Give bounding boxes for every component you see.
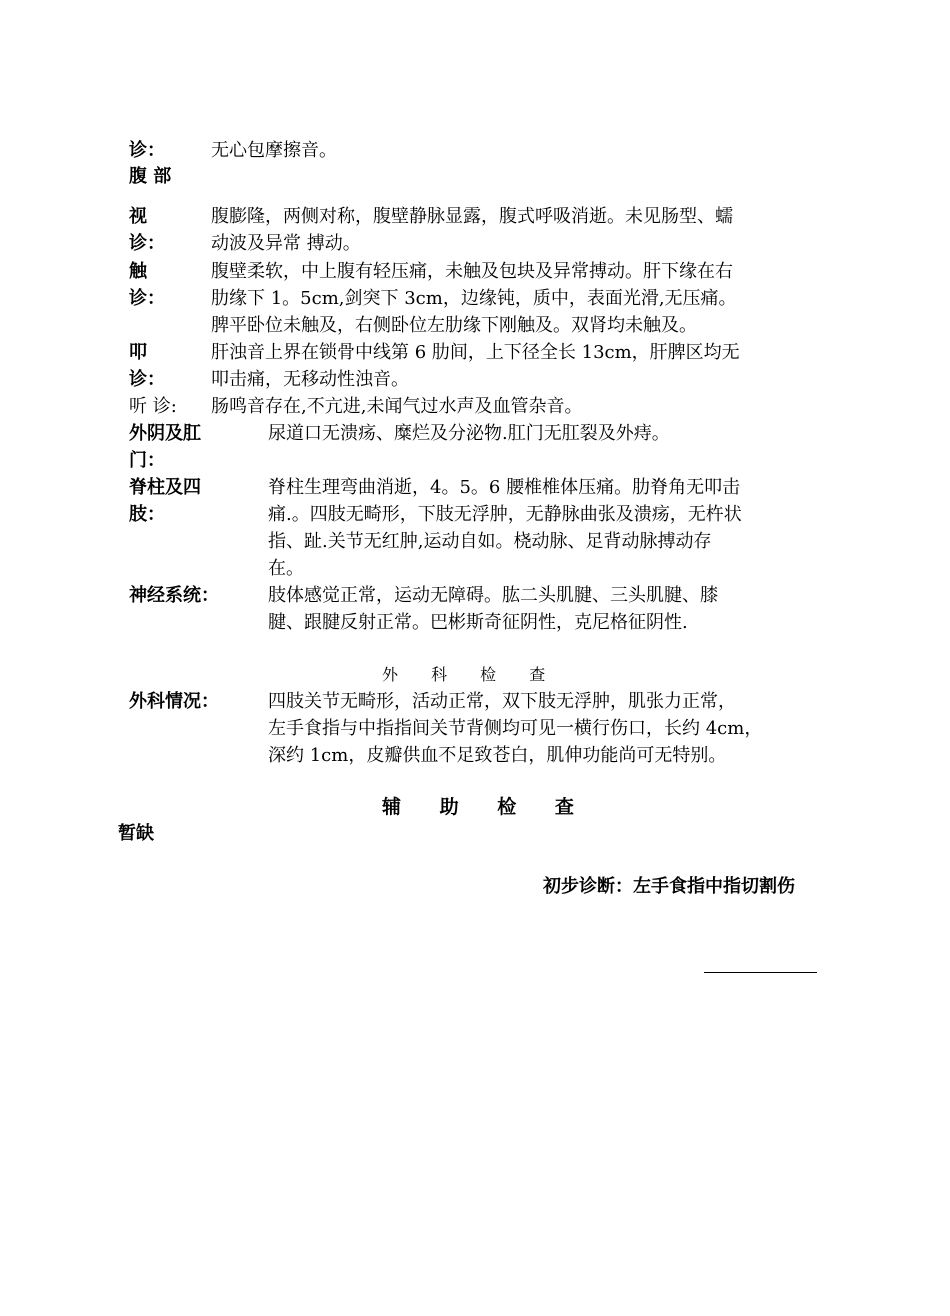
percussion-label-2: 诊：	[129, 369, 165, 390]
surgical-heading: 外 科 检 查	[382, 665, 560, 684]
inspection-line: 动波及异常 搏动。	[211, 233, 361, 254]
inspection-label: 视	[129, 206, 147, 227]
neuro-label: 神经系统：	[129, 585, 219, 606]
genital-label: 外阴及肛	[129, 423, 201, 444]
palpation-label: 触	[129, 261, 147, 282]
percussion-line: 肝浊音上界在锁骨中线第 6 肋间，上下径全长 13cm，肝脾区均无	[211, 342, 740, 363]
percussion-line: 叩击痛，无移动性浊音。	[211, 369, 409, 390]
inspection-label-2: 诊：	[129, 233, 165, 254]
auscultation-label: 听 诊:	[129, 396, 177, 417]
signature-line	[704, 972, 817, 973]
heart-auscultation-label: 诊：	[129, 140, 165, 161]
spine-line: 痛.。四肢无畸形，下肢无浮肿，无静脉曲张及溃疡，无杵状	[268, 504, 742, 525]
surgical-line: 四肢关节无畸形，活动正常，双下肢无浮肿，肌张力正常，	[268, 691, 736, 712]
auxiliary-text: 暂缺	[118, 823, 154, 844]
palpation-line: 腹壁柔软，中上腹有轻压痛，未触及包块及异常搏动。肝下缘在右	[211, 261, 733, 282]
spine-line: 脊柱生理弯曲消逝，4。5。6 腰椎椎体压痛。肋脊角无叩击	[268, 477, 741, 498]
preliminary-diagnosis: 初步诊断：左手食指中指切割伤	[543, 876, 795, 897]
surgical-label: 外科情况：	[129, 691, 219, 712]
surgical-line: 深约 1cm，皮瓣供血不足致苍白，肌伸功能尚可无特别。	[268, 745, 727, 766]
palpation-label-2: 诊：	[129, 288, 165, 309]
surgical-line: 左手食指与中指指间关节背侧均可见一横行伤口，长约 4cm，	[268, 718, 763, 739]
spine-line: 在。	[268, 558, 304, 579]
auxiliary-heading: 辅 助 检 查	[382, 796, 590, 818]
neuro-line: 肢体感觉正常，运动无障碍。肱二头肌腱、三头肌腱、膝	[268, 585, 718, 606]
genital-text: 尿道口无溃疡、糜烂及分泌物.肛门无肛裂及外痔。	[268, 423, 670, 444]
heart-auscultation-text: 无心包摩擦音。	[211, 140, 337, 161]
auscultation-text: 肠鸣音存在,不亢进,未闻气过水声及血管杂音。	[211, 396, 583, 417]
palpation-line: 肋缘下 1。5cm,剑突下 3cm，边缘钝，质中，表面光滑,无压痛。	[211, 288, 737, 309]
neuro-line: 腱、跟腱反射正常。巴彬斯奇征阴性，克尼格征阴性.	[268, 612, 688, 633]
palpation-line: 脾平卧位未触及，右侧卧位左肋缘下刚触及。双肾均未触及。	[211, 315, 697, 336]
spine-label-2: 肢：	[129, 504, 165, 525]
inspection-line: 腹膨隆，两侧对称，腹壁静脉显露，腹式呼吸消逝。未见肠型、蠕	[211, 206, 733, 227]
genital-label-2: 门：	[129, 450, 165, 471]
abdomen-heading: 腹 部	[129, 166, 172, 187]
percussion-label: 叩	[129, 342, 147, 363]
spine-line: 指、趾.关节无红肿,运动自如。桡动脉、足背动脉搏动存	[268, 531, 712, 552]
spine-label: 脊柱及四	[129, 477, 201, 498]
